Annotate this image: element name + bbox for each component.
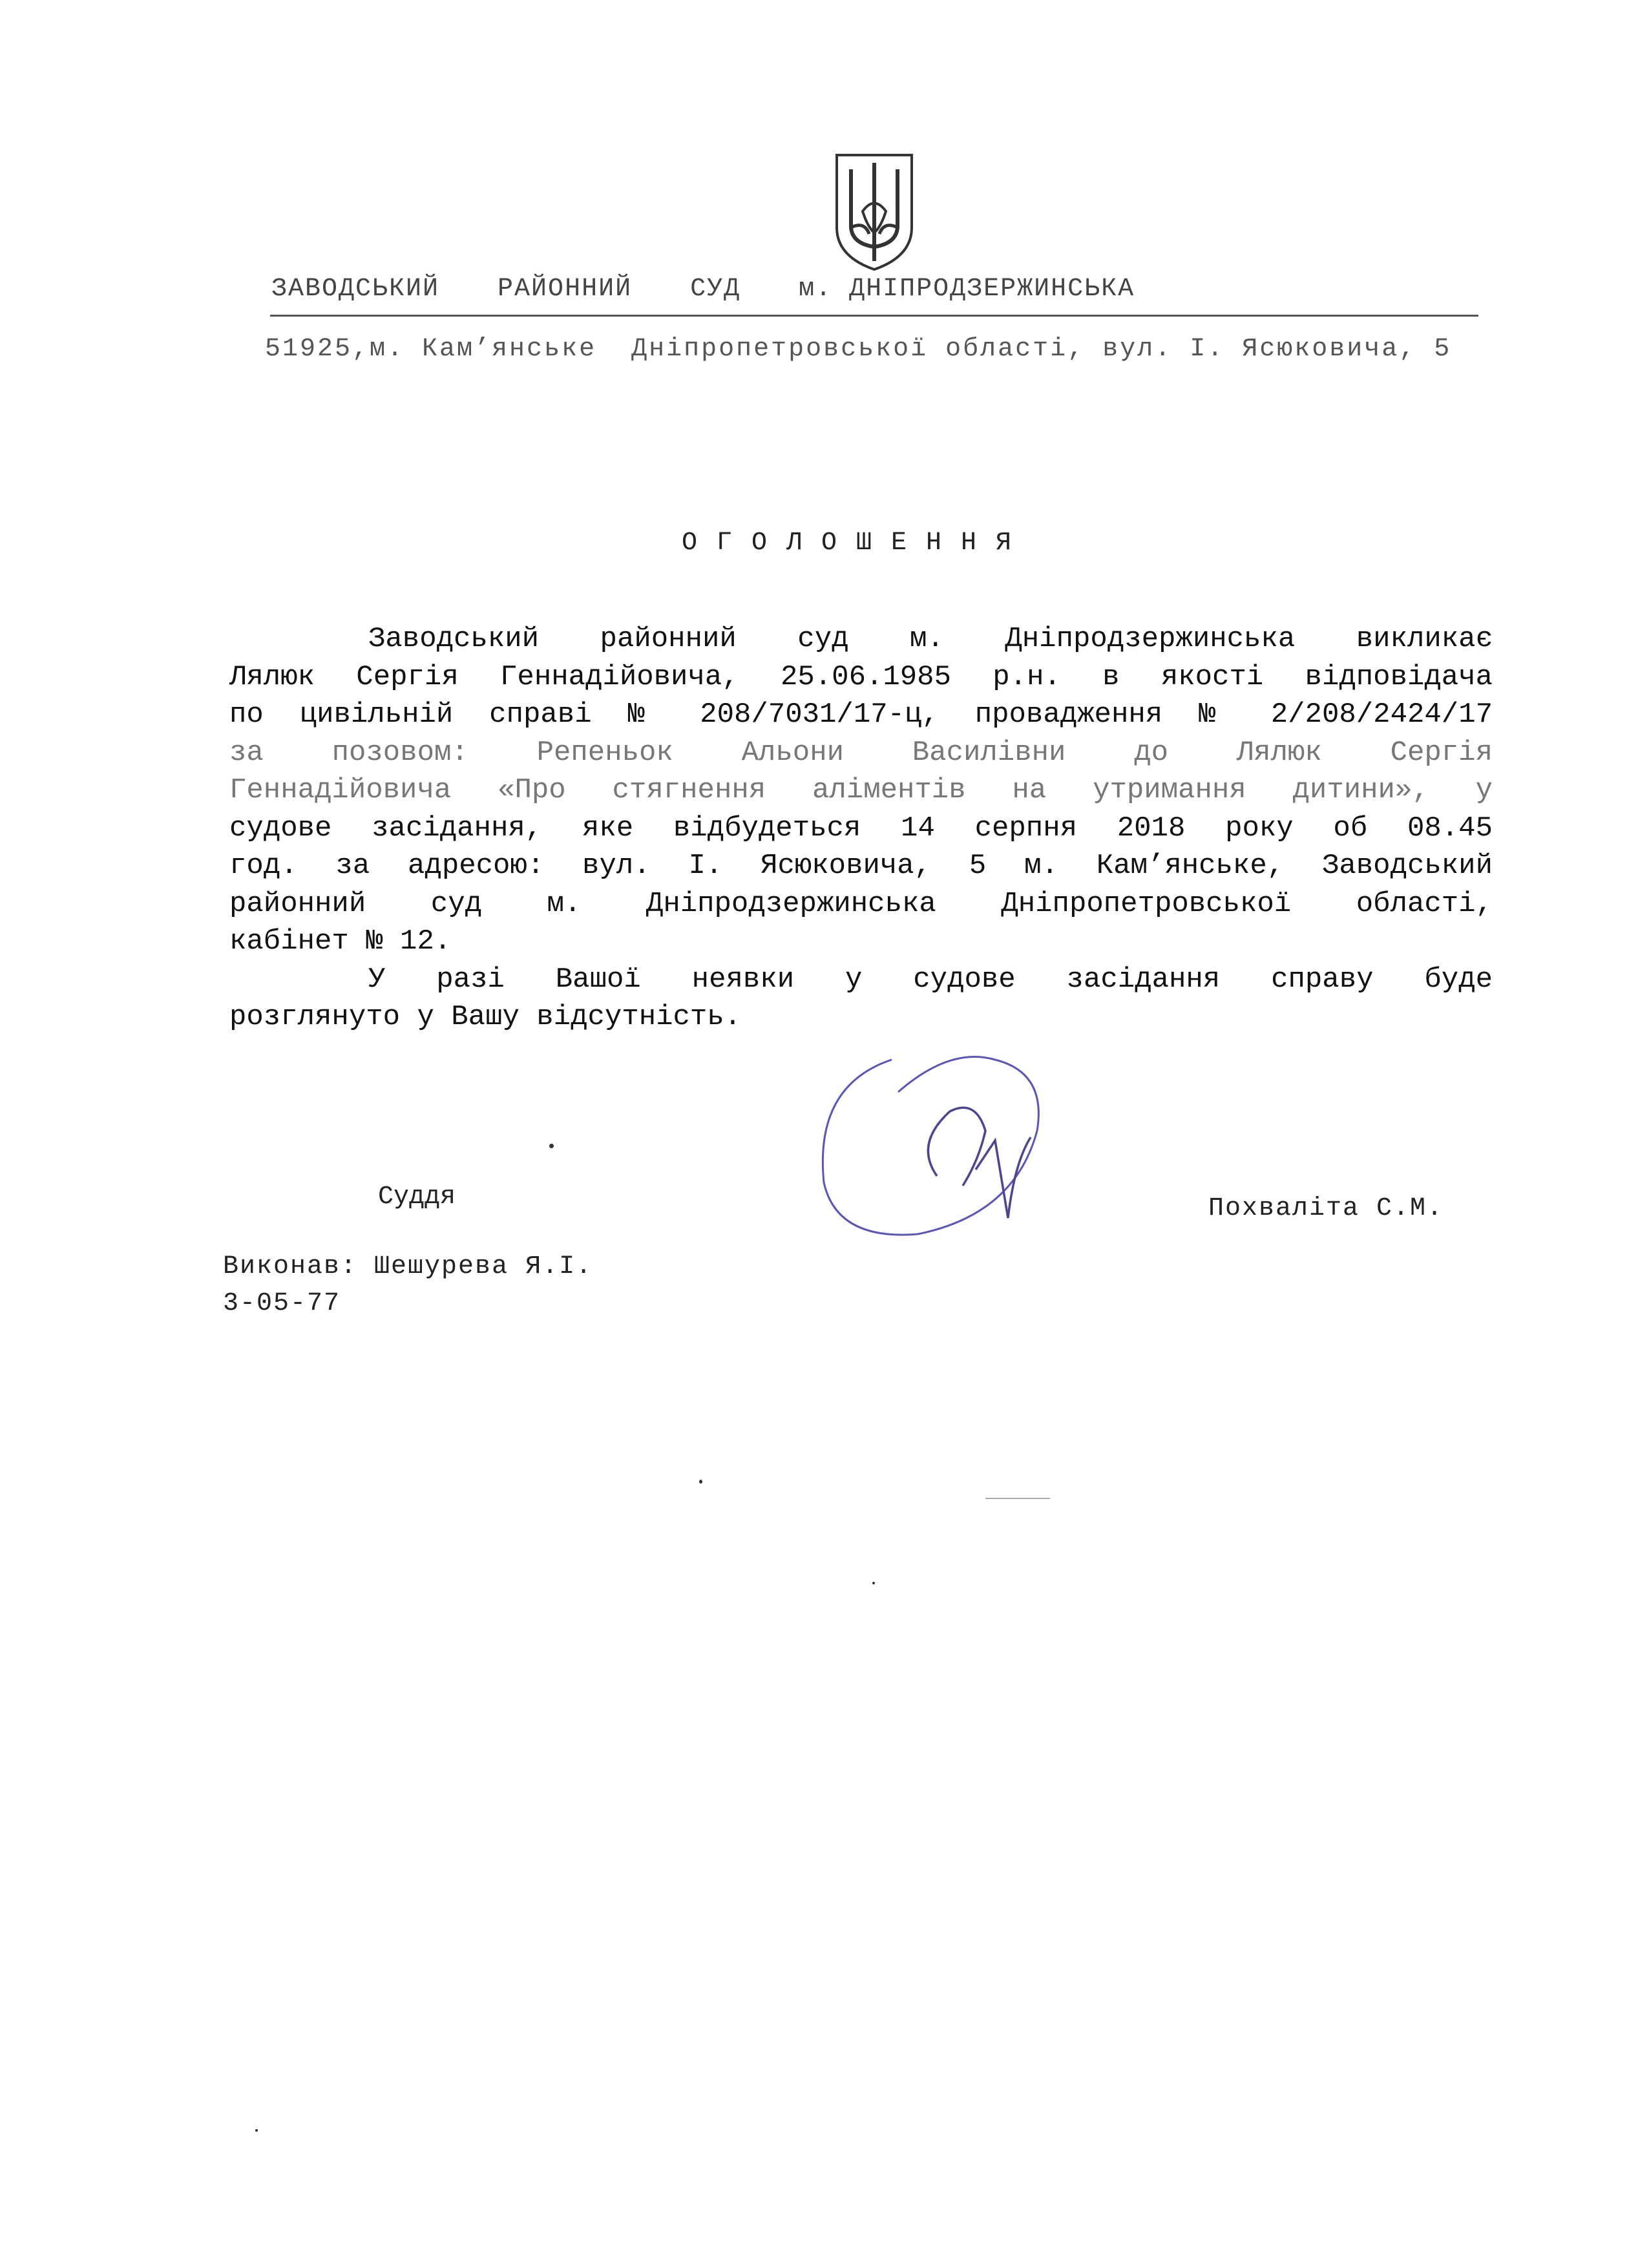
body-line: судове засідання, яке відбудеться 14 серпня 2018 року об 08.45 [229,812,1493,845]
body-line: год. за адресою: вул. І. Ясюковича, 5 м. Кам’янське, Заводський [229,850,1493,882]
court-address: 51925,м. Кам’янське Дніпропетровської області, вул. І. Ясюковича, 5 [265,335,1452,364]
executor-phone: 3-05-77 [223,1289,341,1318]
header-divider [270,315,1478,317]
scan-speck [872,1582,875,1584]
scan-mark [985,1498,1050,1499]
judge-name: Похваліта С.М. [1208,1194,1444,1223]
scan-speck [699,1480,702,1484]
judge-label: Суддя [378,1182,456,1212]
body-line: Заводський районний суд м. Дніпродзержинська викликає [368,623,1493,655]
body-line: Лялюк Сергія Геннадійовича, 25.06.1985 р.н. в якості відповідача [229,660,1493,693]
body-line: розглянуто у Вашу відсутність. [229,1001,742,1033]
trident-emblem-icon [829,150,919,273]
executor-line: Виконав: Шешурева Я.І. [223,1252,593,1281]
body-line: У разі Вашої неявки у судове засідання справу буде [368,963,1493,996]
body-line: за позовом: Репеньок Альони Василівни до Лялюк Сергія [229,736,1493,769]
court-name-part: ЗАВОДСЬКИЙ [271,275,440,304]
notice-body [229,620,1493,1036]
scan-speck [549,1144,554,1148]
notice-title: ОГОЛОШЕННЯ [682,529,1031,558]
scan-speck [255,2129,258,2132]
body-line: кабінет № 12. [229,925,452,958]
court-name-part: РАЙОННИЙ [498,275,633,304]
body-line: Геннадійовича «Про стягнення аліментів на утримання дитини», у [229,774,1493,806]
body-line: по цивільній справі № 208/7031/17-ц, провадження № 2/208/2424/17 [229,698,1493,731]
body-line: районний суд м. Дніпродзержинська Дніпропетровської області, [229,887,1493,920]
handwritten-signature [801,1047,1060,1254]
court-name-header [271,275,1338,304]
court-name-part: м. ДНІПРОДЗЕРЖИНСЬКА [799,275,1135,304]
court-name-part: СУД [690,275,741,304]
